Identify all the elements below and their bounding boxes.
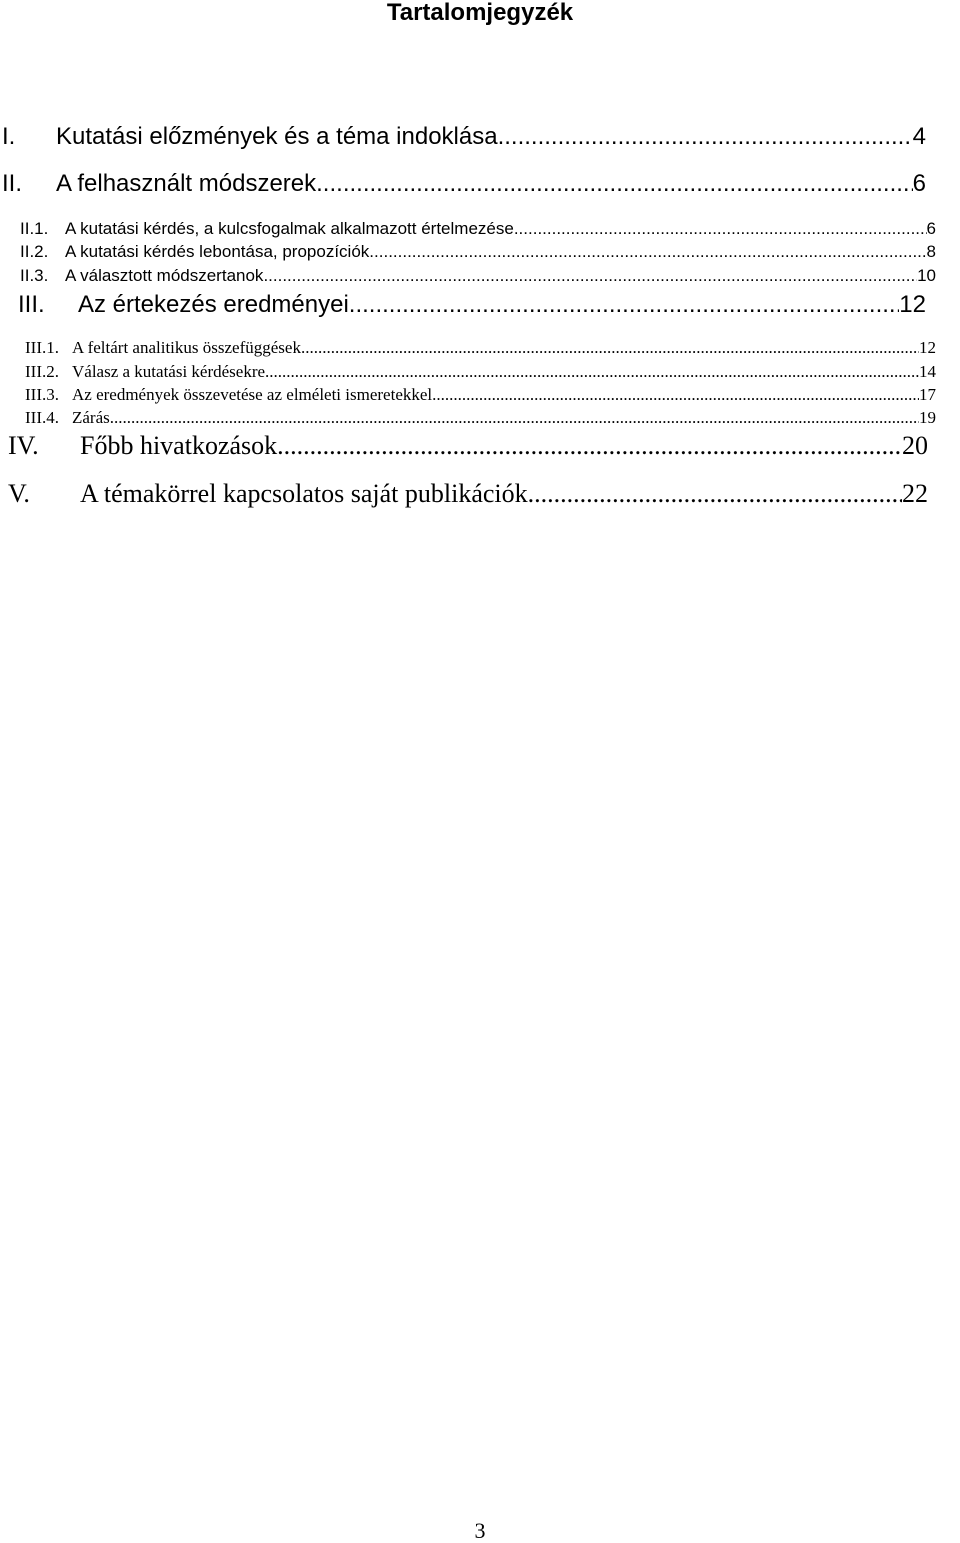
toc-entry-label: Az eredmények összevetése az elméleti ismeretekkel xyxy=(72,385,433,404)
toc-entry-page: 8 xyxy=(926,242,936,261)
toc-entry-III-4[interactable] xyxy=(0,408,936,428)
toc-entry-page: 17 xyxy=(919,385,936,404)
dot-leader xyxy=(263,266,917,286)
toc-entry-II-1[interactable] xyxy=(0,219,936,239)
toc-entry-label: A kutatási kérdés lebontása, propozíciók xyxy=(65,242,370,261)
toc-title: Tartalomjegyzék xyxy=(386,0,574,26)
toc-entry-number: III.2. xyxy=(25,362,59,381)
toc-entry-label: Az értekezés eredményei xyxy=(78,291,349,318)
toc-entry-number: III. xyxy=(18,291,45,318)
toc-entry-label: A felhasznált módszerek xyxy=(56,170,317,197)
toc-entry-label: A témakörrel kapcsolatos saját publikációk xyxy=(80,479,528,508)
dot-leader xyxy=(514,219,927,239)
toc-entry-page: 6 xyxy=(912,170,926,197)
toc-entry-label: A választott módszertanok xyxy=(65,266,264,285)
toc-entry-III-2[interactable] xyxy=(0,362,936,382)
toc-entry-number: IV. xyxy=(8,431,39,460)
toc-entry-number: V. xyxy=(8,479,30,508)
toc-entry-III-3[interactable] xyxy=(0,385,936,405)
toc-entry-number: II. xyxy=(2,170,23,197)
dot-leader xyxy=(528,479,902,509)
toc-entry-II-3[interactable] xyxy=(0,266,936,286)
toc-entry-number: I. xyxy=(2,123,16,150)
toc-entry-label: Főbb hivatkozások xyxy=(80,431,278,460)
toc-entry-III[interactable] xyxy=(0,291,926,319)
toc-entry-number: III.3. xyxy=(25,385,59,404)
toc-entry-number: II.1. xyxy=(20,219,49,238)
toc-entry-label: Kutatási előzmények és a téma indoklása xyxy=(56,123,498,150)
dot-leader xyxy=(369,242,926,262)
toc-entry-label: Válasz a kutatási kérdésekre xyxy=(72,362,266,381)
toc-entry-label: Zárás xyxy=(72,408,110,427)
toc-entry-number: III.4. xyxy=(25,408,59,427)
toc-entry-page: 20 xyxy=(902,431,928,460)
dot-leader xyxy=(110,408,919,428)
dot-leader xyxy=(316,170,913,198)
dot-leader xyxy=(265,362,919,382)
toc-entry-number: II.2. xyxy=(20,242,49,261)
toc-entry-number: III.1. xyxy=(25,338,59,357)
dot-leader xyxy=(301,338,919,358)
dot-leader xyxy=(498,123,913,151)
toc-entry-label: A kutatási kérdés, a kulcsfogalmak alkalmazott értelmezése xyxy=(65,219,514,238)
dot-leader xyxy=(432,385,919,405)
toc-entry-label: A feltárt analitikus összefüggések xyxy=(72,338,301,357)
page-number: 3 xyxy=(474,1518,486,1543)
toc-entry-II[interactable] xyxy=(0,170,926,198)
toc-entry-page: 4 xyxy=(912,123,926,150)
toc-entry-page: 10 xyxy=(917,266,936,285)
toc-entry-II-2[interactable] xyxy=(0,242,936,262)
toc-entry-page: 19 xyxy=(919,408,936,427)
toc-entry-I[interactable] xyxy=(0,123,926,151)
toc-entry-page: 14 xyxy=(919,362,936,381)
toc-entry-III-1[interactable] xyxy=(0,338,936,358)
toc-entry-IV[interactable] xyxy=(0,431,928,461)
toc-entry-page: 6 xyxy=(926,219,936,238)
toc-entry-page: 22 xyxy=(902,479,928,508)
toc-entry-page: 12 xyxy=(919,338,936,357)
toc-entry-page: 12 xyxy=(899,291,926,318)
dot-leader xyxy=(349,291,900,319)
dot-leader xyxy=(277,431,902,461)
toc-entry-V[interactable] xyxy=(0,479,928,509)
toc-entry-number: II.3. xyxy=(20,266,49,285)
